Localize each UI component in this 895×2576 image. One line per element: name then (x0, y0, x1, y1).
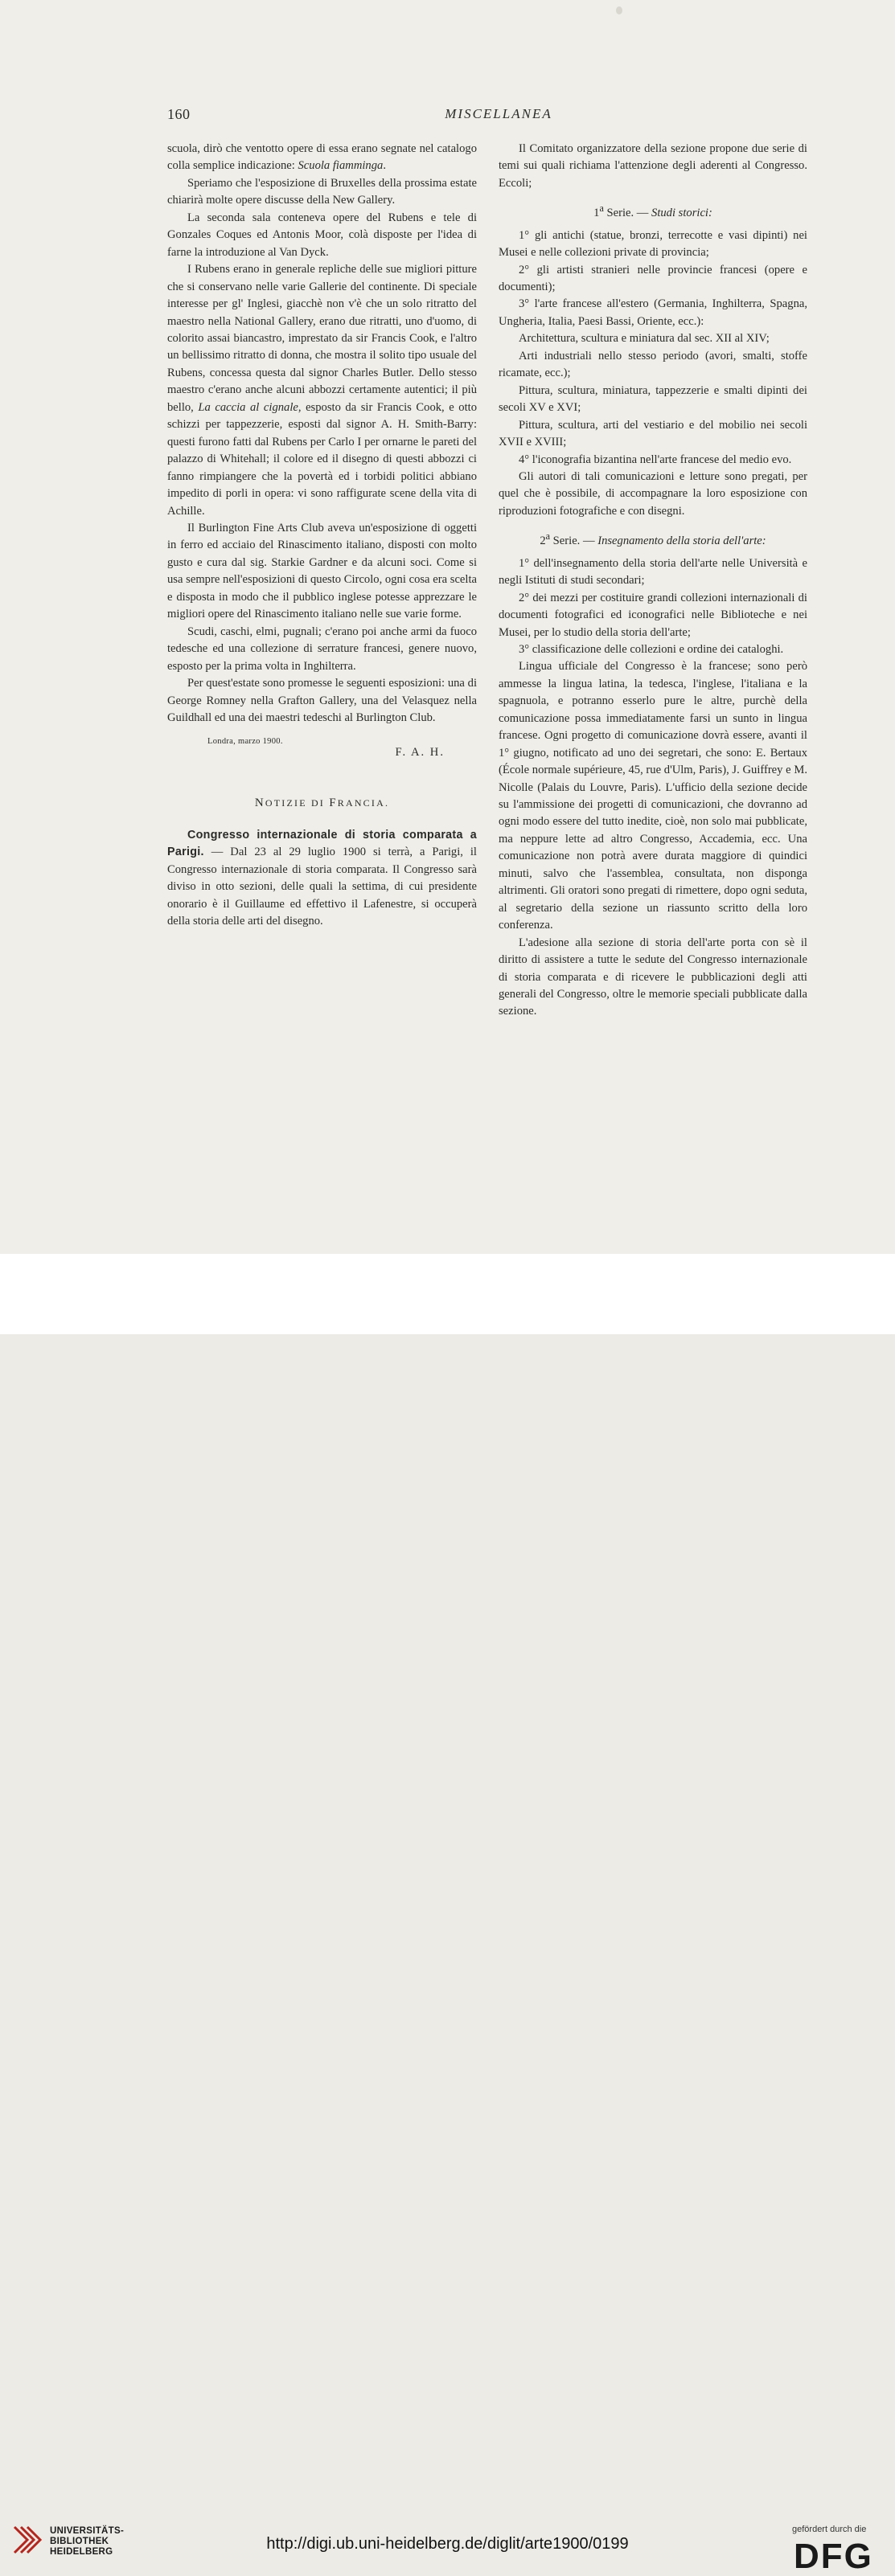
list-item: 2° gli artisti stranieri nelle provincie francesi (opere e documenti); (499, 263, 807, 294)
library-name-line: HEIDELBERG (50, 2547, 113, 2557)
right-column (499, 141, 807, 1021)
permalink-url[interactable]: http://digi.ub.uni-heidelberg.de/diglit/arte1900/0199 (266, 2535, 629, 2553)
paragraph: La seconda sala conteneva opere del Rubens e tele di Gonzales Coques ed Antonis Moor, colà disposte per l'idea di farne la introduzione al Van Dyck. (167, 211, 477, 259)
paragraph: Gli autori di tali comunicazioni e letture sono pregati, per quel che è possibile, di accompagnare la loro esposizione con riproduzioni fotografiche e con disegni. (499, 470, 807, 518)
article-heading: Congresso internazionale di storia comparata a Parigi. (167, 828, 477, 859)
paragraph: Il Comitato organizzatore della sezione propone due serie di temi sui quali richiama l'attenzione degli aderenti al Congresso. Eccoli; (499, 142, 807, 190)
dfg-logo: DFG (794, 2537, 873, 2576)
paragraph: I Rubens erano in generale repliche delle sue migliori pitture che si conservano nelle varie Gallerie del continente. Di speciale interesse per gl' Inglesi, giacchè non v'è che un solo ritratto del maestro nella National Gallery, erano due ritratti, uno d'uomo, di colorito assai biancastro, imprestato da sir Francis Cook, e l'altro un bellissimo ritratto di donna, che mostra il solito tipo usuale del Rubens, concessa questa dal signor Charles Butler. Dello stesso maestro c'erano anche alcuni abbozzi certamente autentici; il più bello, La caccia al cignale, esposto da sir Francis Cook, e otto schizzi per tappezzerie, esposti dal signor A. H. Smith-Barry: questi furono fatti dal Rubens per Carlo I per ornarne le pareti del palazzo di Whitehall; il colore ed il disegno di questi abbozzi ci fanno rimpiangere che la povertà ed i torbidi politici abbiano impedito di porli in opera: vi sono raffigurate scene della vita di Achille. (167, 263, 477, 518)
series-heading: 2$^a$ Serie. — Insegnamento della storia dell'arte: (540, 530, 766, 548)
list-item: 3° classificazione delle collezioni e ordine dei cataloghi. (519, 642, 784, 656)
funding-note: gefördert durch die (792, 2525, 867, 2534)
paragraph: Speriamo che l'esposizione di Bruxelles della prossima estate chiarirà molte opere discusse della New Gallery. (167, 176, 477, 207)
running-title: MISCELLANEA (445, 106, 552, 121)
list-item: Architettura, scultura e miniatura dal sec. XII al XIV; (519, 332, 770, 346)
digitization-footer (0, 1254, 895, 2576)
library-name-line: BIBLIOTHEK (50, 2537, 109, 2546)
library-name-line: UNIVERSITÄTS- (50, 2526, 125, 2536)
paragraph: Scudi, caschi, elmi, pugnali; c'erano poi anche armi da fuoco tedesche ed una collezione di serrature francesi, genere nuovo, esposto per la prima volta in Inghilterra. (167, 625, 477, 673)
place-date: Londra, marzo 1900. (207, 737, 283, 747)
list-item: 1° dell'insegnamento della storia dell'arte nelle Università e negli Istituti di studi secondari; (499, 556, 807, 588)
section-title: NOTIZIE DI FRANCIA. (254, 797, 390, 810)
list-item: 1° gli antichi (statue, bronzi, terrecotte e vasi dipinti) nei Musei e nelle collezioni private di provincia; (499, 228, 807, 260)
author-signature: F. A. H. (395, 745, 445, 759)
document-page (0, 0, 895, 1254)
page-number: 160 (167, 106, 191, 122)
paragraph: Per quest'estate sono promesse le seguenti esposizioni: una di George Romney nella Grafton Gallery, una del Velasquez nella Guildhall ed una dei maestri tedeschi al Burlington Club. (167, 677, 477, 724)
list-item: Pittura, scultura, miniatura, tappezzerie e smalti dipinti dei secoli XV e XVI; (499, 383, 807, 415)
paragraph: Congresso internazionale di storia comparata a Parigi. — Dal 23 al 29 luglio 1900 si terrà, a Parigi, il Congresso internazionale di storia comparata. Il Congresso sarà diviso in otto sezioni, delle quali la settima, di cui presidente onorario è il Guillaume ed effettivo il Lafenestre, si occuperà della storia delle arti del disegno. (167, 828, 477, 928)
left-column (167, 141, 477, 930)
list-item: 2° dei mezzi per costituire grandi collezioni internazionali di documenti fotografici ed iconografici nelle Biblioteche e nei Musei, per lo studio della storia dell'arte; (499, 591, 807, 639)
paragraph: L'adesione alla sezione di storia dell'arte porta con sè il diritto di assistere a tutte le sedute del Congresso internazionale di storia comparata e di ricevere le pubblicazioni degli atti generali del Congresso, oltre le memorie speciali pubblicate dalla sezione. (499, 936, 807, 1018)
list-item: Arti industriali nello stesso periodo (avori, smalti, stoffe ricamate, ecc.); (499, 349, 807, 380)
list-item: Pittura, scultura, arti del vestiario e del mobilio nei secoli XVII e XVIII; (499, 418, 807, 449)
paper-speck (616, 6, 622, 14)
series-heading: 1$^a$ Serie. — Studi storici: (593, 203, 712, 220)
list-item: 4° l'iconografia bizantina nell'arte francese del medio evo. (519, 453, 792, 466)
paragraph: scuola, dirò che ventotto opere di essa erano segnate nel catalogo colla semplice indicazione: Scuola fiamminga. (167, 142, 477, 173)
paragraph: Lingua ufficiale del Congresso è la francese; sono però ammesse la lingua latina, la tedesca, l'inglese, l'italiana e la spagnuola, e potranno esserlo pure le altre, purchè della comunicazione possa immediatamente farsi un sunto in lingua francese. Ogni progetto di comunicazione dovrà essere, avanti il 1° giugno, notificato ad uno dei segretari, che sono: E. Bertaux (École normale supérieure, 45, rue d'Ulm, Paris), J. Guiffrey e M. Nicolle (Palais du Louvre, Paris). L'ufficio della sezione decide su l'ammissione dei progetti di comunicazioni, che dovranno ad ogni modo essere del tutto inedite, cioè, non solo mai pubblicate, ma neppure lette ad altro Congresso, Accademia, ecc. Una comunicazione non potrà avere durata maggiore di quindici minuti, salvo che l'assemblea, consultata, non disponga altrimenti. Gli oratori sono pregati di rimettere, dopo ogni seduta, al segretario della sezione un riassunto scritto della loro conferenza. (499, 660, 807, 932)
list-item: 3° l'arte francese all'estero (Germania, Inghilterra, Spagna, Ungheria, Italia, Paesi Bassi, Oriente, ecc.): (499, 297, 807, 328)
paragraph: Il Burlington Fine Arts Club aveva un'esposizione di oggetti in ferro ed acciaio del Rinascimento italiano, disposti con molto gusto e cura dal sig. Starkie Gardner e da alcuni soci. Come si usa sempre nell'esposizioni di questo Circolo, ogni cosa era scelta e disposta in modo che il pubblico inglese potesse apprezzare le migliori opere del Rinascimento italiano nelle sue varie forme. (167, 521, 477, 621)
